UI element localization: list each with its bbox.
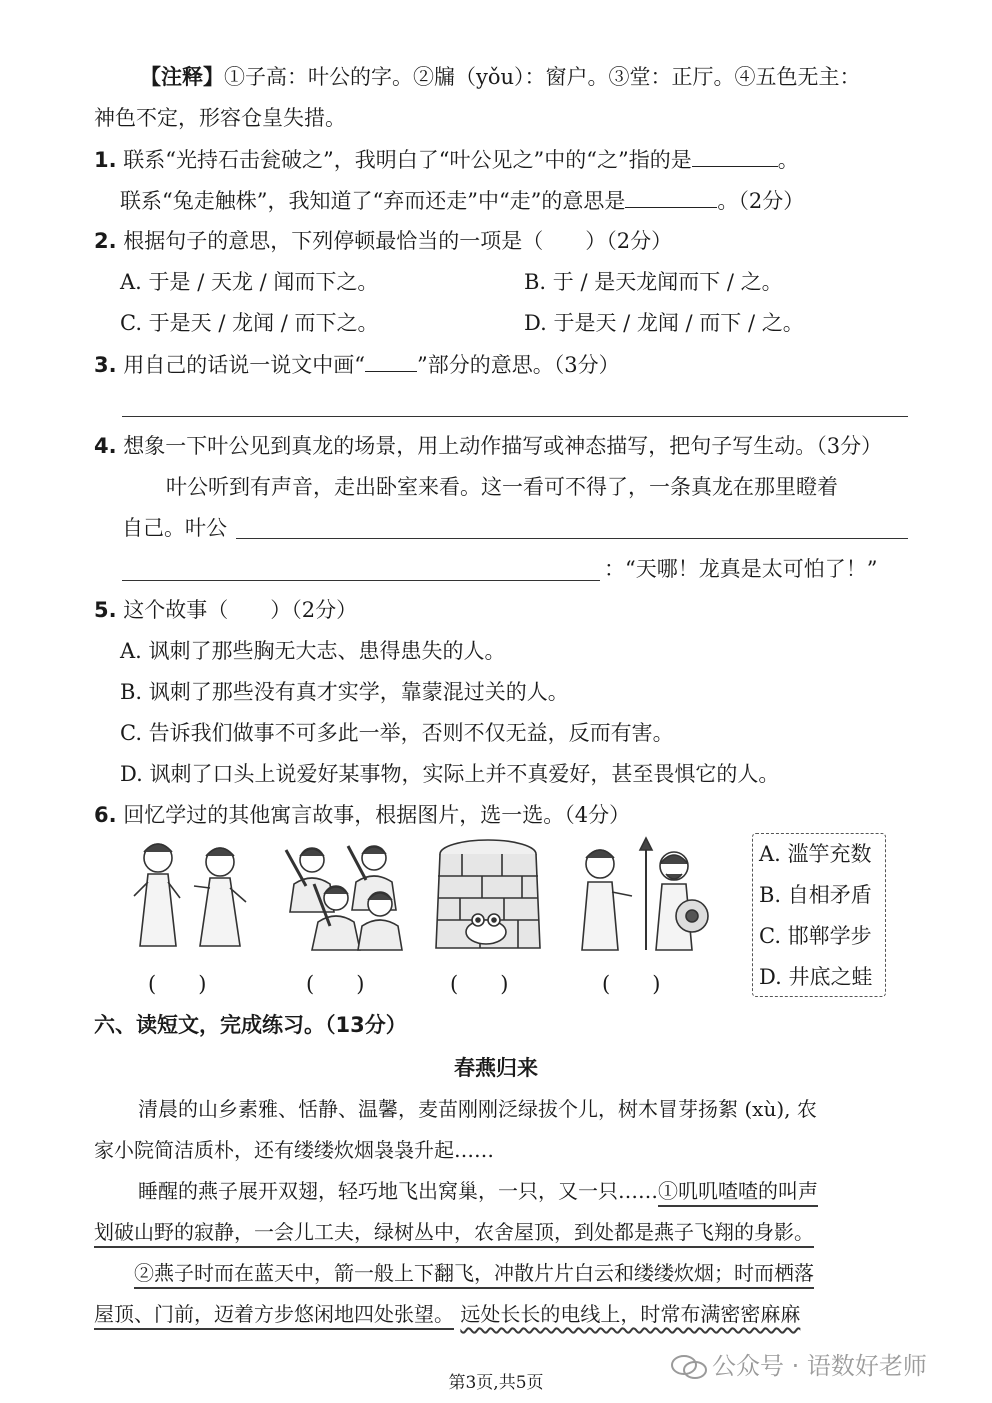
- q6-choice-box: [752, 833, 886, 997]
- q4-question: [94, 431, 882, 461]
- q4-number: 4.: [94, 434, 117, 458]
- q5-option-c[interactable]: C. 告诉我们做事不可多此一举，否则不仅无益，反而有害。: [120, 721, 674, 745]
- q4-passage-b: 自己。叶公: [122, 516, 227, 540]
- passage-p2-line2: [94, 1217, 814, 1247]
- q3-underline-sample: [365, 349, 417, 372]
- q3-text-b: ”部分的意思。（3分）: [417, 353, 620, 377]
- q1-blank-a[interactable]: [692, 144, 778, 167]
- q6-text: 回忆学过的其他寓言故事，根据图片，选一选。（4分）: [123, 803, 631, 827]
- q6-answer-paren-1[interactable]: ( ): [148, 972, 207, 996]
- q1-number: 1.: [94, 148, 117, 172]
- q4-answer-line-2[interactable]: [122, 580, 600, 581]
- q6-answer-paren-4[interactable]: ( ): [602, 972, 661, 996]
- q1-line-a: [94, 144, 799, 175]
- passage-underline-1b: 划破山野的寂静，一会儿工夫，绿树丛中，农舍屋顶，到处都是燕子飞翔的身影。: [94, 1220, 814, 1248]
- passage-p3-line2: [94, 1299, 800, 1329]
- q1-text-b: 联系“兔走触株”，我知道了“弃而还走”中“走”的意思是: [120, 189, 626, 213]
- watermark-text: 公众号 · 语数好老师: [712, 1352, 927, 1380]
- q4-answer-line-1[interactable]: [236, 538, 908, 539]
- q5-number: 5.: [94, 598, 117, 622]
- q1-line-b: [120, 185, 804, 216]
- q6-answer-paren-3[interactable]: ( ): [450, 972, 509, 996]
- q6-question: [94, 800, 630, 830]
- q2-number: 2.: [94, 229, 117, 253]
- q6-choice-a: A. 滥竽充数: [759, 842, 872, 866]
- q4-ending: ：“天哪！龙真是太可怕了！”: [604, 557, 878, 581]
- notes-line-2: 神色不定，形容仓皇失措。: [94, 106, 346, 130]
- q1-blank-b[interactable]: [625, 185, 717, 208]
- passage-underline-2b: 屋顶、门前，迈着方步悠闲地四处张望。: [94, 1302, 454, 1330]
- q2-option-b[interactable]: B. 于 / 是天龙闻而下 / 之。: [524, 270, 783, 294]
- passage-p3-line1: [134, 1258, 814, 1288]
- q4-passage-a: 叶公听到有声音，走出卧室来看。这一看可不得了，一条真龙在那里瞪着: [166, 475, 838, 499]
- q2-option-d[interactable]: D. 于是天 / 龙闻 / 而下 / 之。: [524, 311, 804, 335]
- notes-label: 【注释】: [140, 64, 224, 89]
- q2-option-c[interactable]: C. 于是天 / 龙闻 / 而下之。: [120, 311, 379, 335]
- picture-handan-walk: [122, 836, 254, 954]
- page-footer: 第3页,共5页: [448, 1373, 544, 1393]
- q6-number: 6.: [94, 803, 117, 827]
- q1-end-b: 。（2分）: [717, 189, 805, 213]
- q3-question: [94, 349, 620, 380]
- q2-text: 根据句子的意思，下列停顿最恰当的一项是（ ）（2分）: [123, 229, 673, 253]
- passage-underline-2a: ②燕子时而在蓝天中，箭一般上下翻飞，冲散片片白云和缕缕炊烟；时而栖落: [134, 1261, 814, 1289]
- section6-heading: 六、读短文，完成练习。（13分）: [94, 1013, 407, 1037]
- picture-frog-in-well: [432, 836, 544, 954]
- q4-text: 想象一下叶公见到真龙的场景，用上动作描写或神态描写，把句子写生动。（3分）: [123, 434, 883, 458]
- q5-question: [94, 595, 357, 625]
- passage-underline-1a: ①叽叽喳喳的叫声: [658, 1179, 818, 1207]
- passage-p2-line1: [138, 1176, 818, 1206]
- picture-spear-shield: [574, 836, 714, 954]
- q5-option-b[interactable]: B. 讽刺了那些没有真才实学，靠蒙混过关的人。: [120, 680, 569, 704]
- q3-text-a: 用自己的话说一说文中画“: [123, 353, 366, 377]
- q5-option-a[interactable]: A. 讽刺了那些胸无大志、患得患失的人。: [120, 639, 506, 663]
- q6-choice-d: D. 井底之蛙: [759, 965, 873, 989]
- q1-text-a: 联系“光持石击瓮破之”，我明白了“叶公见之”中的“之”指的是: [123, 148, 692, 172]
- picture-yu-players: [278, 836, 408, 954]
- notes-line-1: [140, 62, 861, 92]
- q6-choice-b: B. 自相矛盾: [759, 883, 872, 907]
- passage-p2-text: 睡醒的燕子展开双翅，轻巧地飞出窝巢，一只，又一只……: [138, 1179, 658, 1203]
- q2-option-a[interactable]: A. 于是 / 天龙 / 闻而下之。: [120, 270, 379, 294]
- q6-answer-paren-2[interactable]: ( ): [306, 972, 365, 996]
- passage-wavy-line: 远处长长的电线上，时常布满密密麻麻: [460, 1302, 801, 1326]
- q3-answer-line[interactable]: [122, 416, 908, 417]
- notes-text-1: ①子高：叶公的字。②牖（yǒu）：窗户。③堂：正厅。④五色无主：: [224, 65, 861, 89]
- q2-question: [94, 226, 672, 256]
- q5-option-d[interactable]: D. 讽刺了口头上说爱好某事物，实际上并不真爱好，甚至畏惧它的人。: [120, 762, 780, 786]
- q3-number: 3.: [94, 353, 117, 377]
- q6-choice-c: C. 邯郸学步: [759, 924, 872, 948]
- passage-p1-line1: 清晨的山乡素雅、恬静、温馨，麦苗刚刚泛绿拔个儿，树木冒芽扬絮 (xù), 农: [138, 1097, 817, 1121]
- q5-text: 这个故事（ ）（2分）: [123, 598, 358, 622]
- passage-title: 春燕归来: [454, 1056, 538, 1080]
- passage-p1-line2: 家小院简洁质朴，还有缕缕炊烟袅袅升起……: [94, 1138, 494, 1162]
- q1-end-a: 。: [777, 148, 799, 172]
